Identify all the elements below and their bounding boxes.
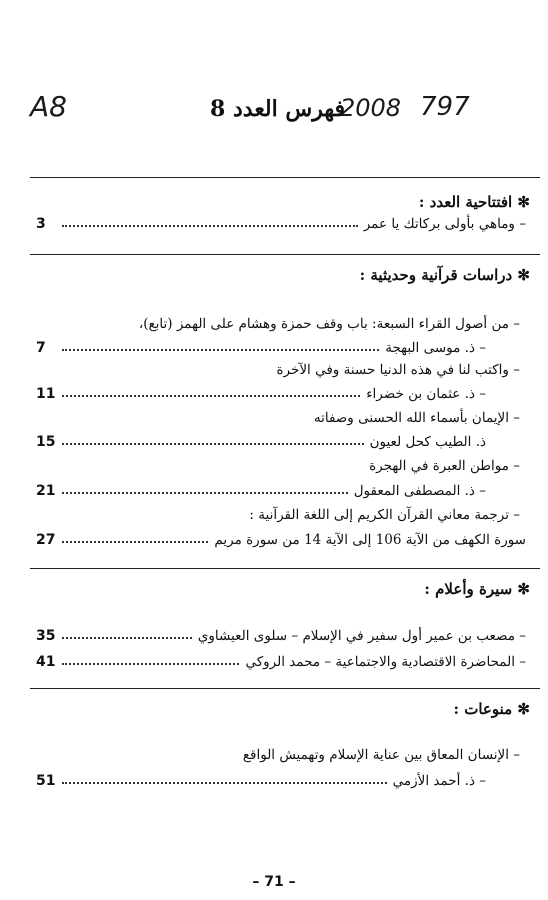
article-title: – الإيمان بأسماء الله الحسنى وصفاته	[313, 410, 520, 426]
toc-entry	[36, 214, 526, 232]
section-heading-miscellany: ✻ منوعات :	[453, 700, 530, 718]
toc-entry	[36, 771, 526, 789]
toc-page-number: 3	[36, 216, 46, 232]
article-title: – ترجمة معاني القرآن الكريم إلى اللغة القرآنية :	[249, 507, 520, 523]
page-title: فهرس العدد 8	[210, 96, 346, 122]
toc-entry-text: – ذ. عثمان بن خضراء	[366, 386, 486, 402]
leader-dots	[62, 663, 239, 665]
leader-dots	[62, 637, 192, 639]
toc-page-number: 15	[36, 434, 56, 450]
divider	[30, 177, 540, 178]
page-number: – 71 –	[252, 874, 296, 890]
toc-entry-text: – مصعب بن عمير أول سفير في الإسلام – سلوى العيشاوي	[197, 628, 526, 644]
leader-dots	[62, 782, 387, 784]
toc-entry	[36, 481, 526, 499]
divider	[30, 688, 540, 689]
toc-page-number: 35	[36, 628, 56, 644]
toc-entry	[36, 652, 526, 670]
toc-page-number: 21	[36, 483, 56, 499]
toc-entry-text: – ذ. موسى البهجة	[385, 340, 486, 356]
toc-entry	[36, 626, 526, 644]
leader-dots	[62, 225, 358, 227]
toc-entry-text: – المحاضرة الاقتصادية والاجتماعية – محمد الروكي	[245, 654, 526, 670]
toc-entry-text: – ذ. أحمد الأزمي	[392, 773, 486, 789]
toc-entry	[36, 530, 526, 548]
toc-entry	[36, 432, 526, 450]
article-title: – واكتب لنا في هذه الدنيا حسنة وفي الآخرة	[276, 362, 520, 378]
section-heading-biography: ✻ سيرة وأعلام :	[424, 580, 530, 598]
section-heading-editorial: ✻ افتتاحية العدد :	[418, 193, 530, 211]
leader-dots	[62, 349, 379, 351]
toc-entry-text: – وماهي بأولى بركاتك يا عمر	[363, 216, 526, 232]
toc-entry-text: – ذ. المصطفى المعقول	[353, 483, 486, 499]
section-heading-quran-hadith: ✻ دراسات قرآنية وحديثية :	[359, 266, 530, 284]
toc-page-number: 41	[36, 654, 56, 670]
toc-entry	[36, 338, 526, 356]
article-title: – الإنسان المعاق بين عناية الإسلام وتهميش الواقع	[242, 747, 520, 763]
toc-page-number: 11	[36, 386, 56, 402]
article-title: – من أصول القراء السبعة: باب وقف حمزة وهشام على الهمز (تابع)،	[138, 316, 520, 332]
leader-dots	[62, 492, 348, 494]
toc-page-number: 7	[36, 340, 46, 356]
toc-entry-text: سورة الكهف من الآية 106 إلى الآية 14 من سورة مريم	[214, 532, 526, 548]
divider	[30, 568, 540, 569]
leader-dots	[62, 395, 360, 397]
toc-page-number: 51	[36, 773, 56, 789]
handwritten-number: 797	[420, 92, 470, 122]
article-title: – مواطن العبرة في الهجرة	[369, 458, 520, 474]
toc-page-number: 27	[36, 532, 56, 548]
toc-entry-text: ذ. الطيب كحل لعيون	[369, 434, 486, 450]
divider	[30, 254, 540, 255]
toc-entry	[36, 384, 526, 402]
handwritten-code: A8	[30, 90, 67, 123]
handwritten-year: 2008	[340, 94, 402, 122]
leader-dots	[62, 541, 208, 543]
leader-dots	[62, 443, 364, 445]
